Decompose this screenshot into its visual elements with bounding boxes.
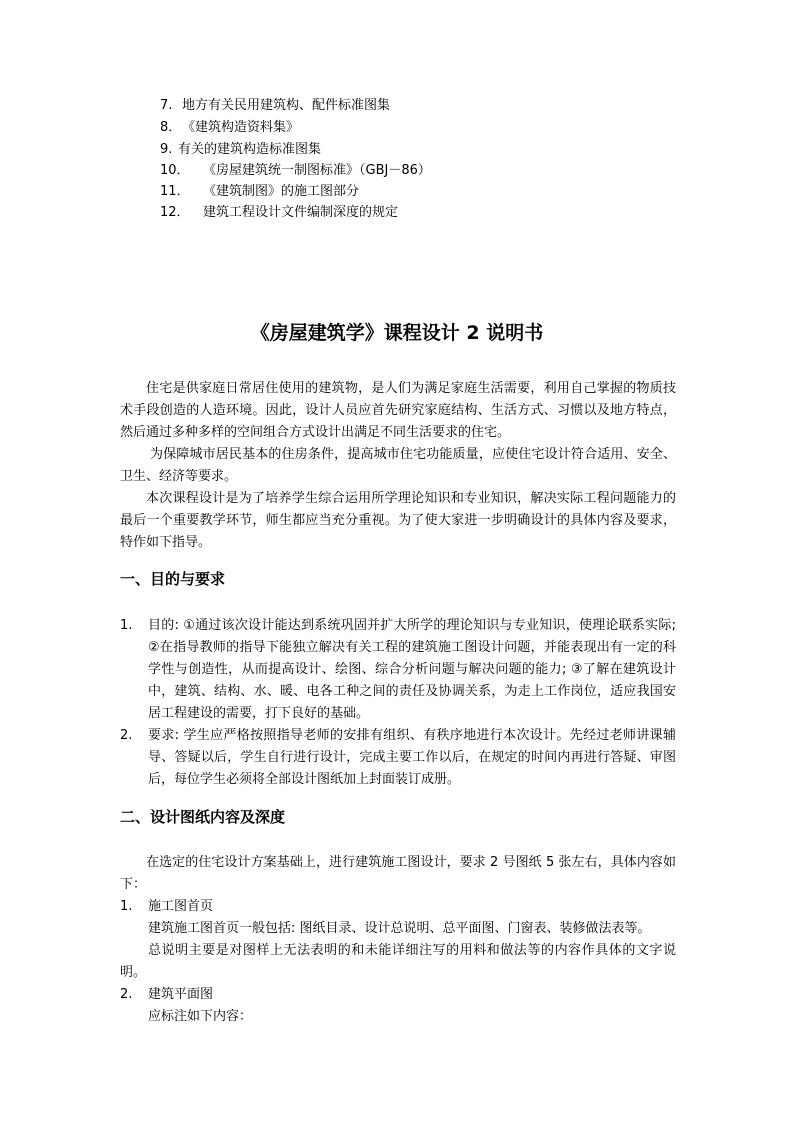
reference-text: 有关的建筑构造标准图集 — [178, 142, 322, 157]
list-item-text: 建筑施工图首页一般包括: 图纸目录、设计总说明、总平面图、门窗表、装修做法表等。 — [148, 921, 651, 936]
reference-text: 《建筑制图》的施工图部分 — [203, 184, 360, 199]
list-number: 1. — [120, 618, 133, 633]
reference-text: 《建筑构造资料集》 — [182, 120, 300, 135]
list-number: 1. — [120, 899, 133, 914]
reference-text: 建筑工程设计文件编制深度的规定 — [203, 205, 399, 220]
list-item-title: 建筑平面图 — [148, 987, 214, 1002]
reference-number: 10． — [160, 163, 190, 178]
list-item-text: 要求: 学生应严格按照指导老师的安排有组织、有秩序地进行本次设计。先经过老师讲课辅导、答疑以后，学生自行进行设计，完成主要工作以后，在规定的时间内再进行答疑、审图后，每位学生必须将全部设计图纸加上封面装订成册。 — [148, 728, 676, 787]
intro-paragraph: 本次课程设计是为了培养学生综合运用所学理论知识和专业知识，解决实际工程问题能力的最后一个重要教学环节，师生都应当充分重视。为了使大家进一步明确设计的具体内容及要求，特作如下指导。 — [120, 491, 676, 550]
list-item-title: 施工图首页 — [148, 899, 214, 914]
reference-text: 《房屋建筑统一制图标准》（GBJ－86） — [203, 163, 431, 178]
section-heading: 二、设计图纸内容及深度 — [120, 808, 286, 826]
reference-number: 8． — [160, 120, 182, 135]
reference-number: 9. — [160, 142, 173, 157]
section-intro: 在选定的住宅设计方案基础上，进行建筑施工图设计，要求 2 号图纸 5 张左右，具体内容如下： — [120, 855, 676, 892]
list-number: 2. — [120, 987, 133, 1002]
section-heading: 一、目的与要求 — [120, 570, 226, 588]
list-number: 2. — [120, 728, 133, 743]
reference-number: 12． — [160, 205, 190, 220]
reference-number: 11． — [160, 184, 190, 199]
reference-number: 7. — [160, 98, 173, 113]
intro-paragraph: 为保障城市居民基本的住房条件，提高城市住宅功能质量，应使住宅设计符合适用、安全、卫生、经济等要求。 — [120, 447, 676, 484]
list-item-text: 目的: ①通过该次设计能达到系统巩固并扩大所学的理论知识与专业知识，使理论联系实际; ②在指导教师的指导下能独立解决有关工程的建筑施工图设计问题，并能表现出有一定的科学性与创造性，从而提高设计、绘图、综合分析问题与解决问题的能力; ③了解在建筑设计中，建筑、结构、水、暖、电各工种之间的责任及协调关系，为走上工作岗位，适应我国安居工程建设的需要，打下良好的基础。 — [148, 618, 676, 721]
list-item-text: 应标注如下内容： — [148, 1009, 253, 1024]
list-item-text: 总说明主要是对图样上无法表明的和未能详细注写的用料和做法等的内容作具体的文字说明。 — [120, 943, 676, 980]
reference-text: 地方有关民用建筑构、配件标准图集 — [182, 98, 391, 113]
document-title: 《房屋建筑学》课程设计 2 说明书 — [250, 322, 544, 344]
intro-paragraph: 住宅是供家庭日常居住使用的建筑物，是人们为满足家庭生活需要，利用自己掌握的物质技术手段创造的人造环境。因此，设计人员应首先研究家庭结构、生活方式、习惯以及地方特点，然后通过多种多样的空间组合方式设计出满足不同生活要求的住宅。 — [120, 381, 676, 440]
